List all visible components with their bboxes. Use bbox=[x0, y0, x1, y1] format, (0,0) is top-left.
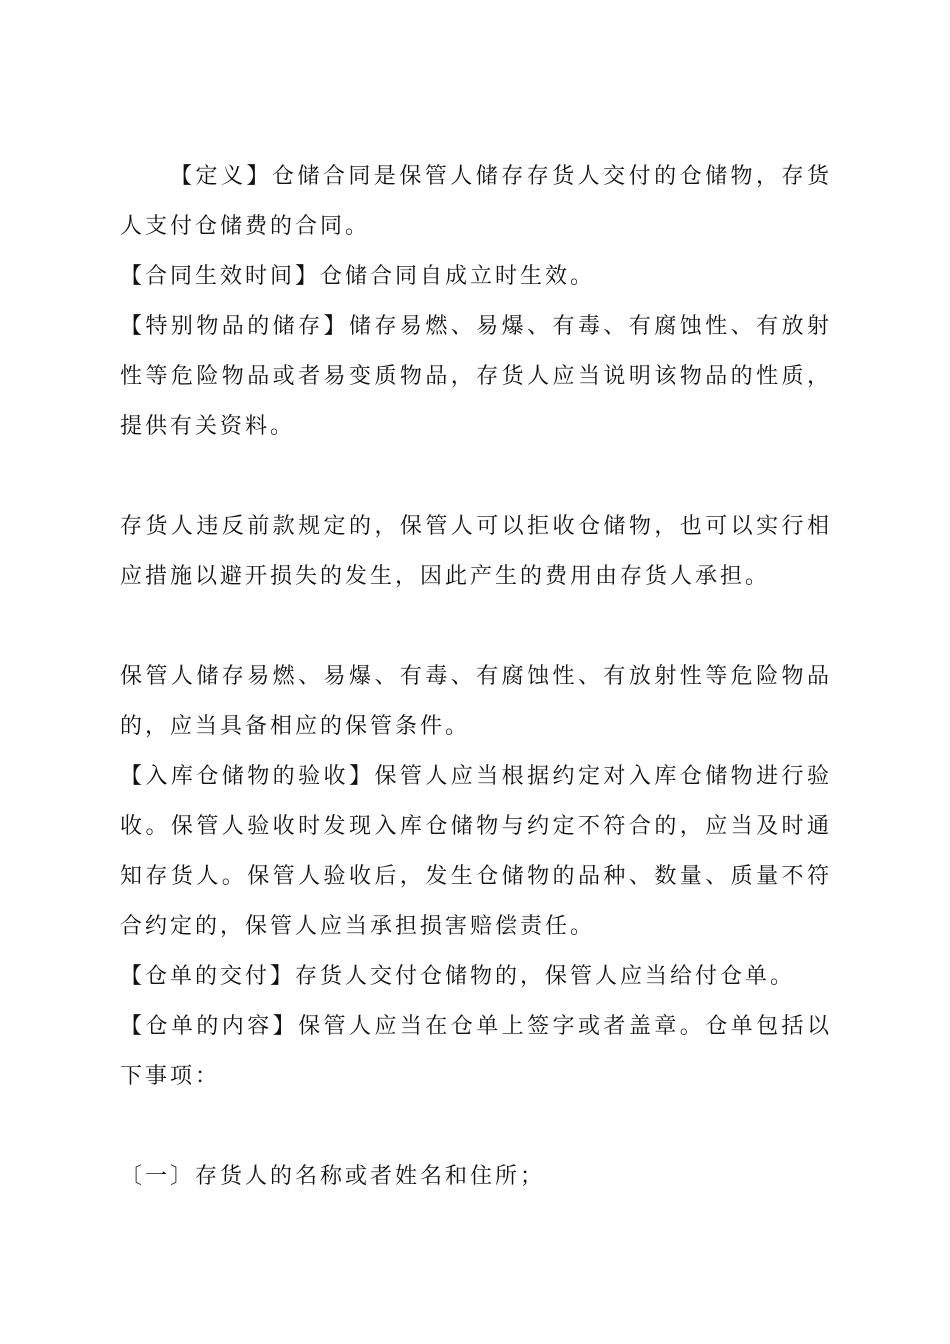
paragraph-gap bbox=[120, 602, 832, 652]
list-item-1: 〔一〕存货人的名称或者姓名和住所； bbox=[120, 1164, 546, 1189]
paragraph-violation: 存货人违反前款规定的，保管人可以拒收仓储物，也可以实行相应措施以避开损失的发生，因此产生的费用由存货人承担。 bbox=[120, 514, 832, 589]
paragraph-inspection: 【入库仓储物的验收】保管人应当根据约定对入库仓储物进行验收。保管人验收时发现入库仓储物与约定不符合的，应当及时通知存货人。保管人验收后，发生仓储物的品种、数量、质量不符合约定的，保管人应当承担损害赔偿责任。 bbox=[120, 764, 832, 939]
paragraph-special-goods: 【特别物品的储存】储存易燃、易爆、有毒、有腐蚀性、有放射性等危险物品或者易变质物品，存货人应当说明该物品的性质，提供有关资料。 bbox=[120, 314, 832, 439]
document-body bbox=[120, 152, 832, 1202]
paragraph-definition: 【定义】仓储合同是保管人储存存货人交付的仓储物，存货人支付仓储费的合同。 bbox=[120, 164, 832, 239]
paragraph-effective-time: 【合同生效时间】仓储合同自成立时生效。 bbox=[120, 264, 596, 289]
paragraph-gap bbox=[120, 1102, 832, 1152]
paragraph-receipt-delivery: 【仓单的交付】存货人交付仓储物的，保管人应当给付仓单。 bbox=[120, 964, 796, 989]
paragraph-receipt-content: 【仓单的内容】保管人应当在仓单上签字或者盖章。仓单包括以下事项： bbox=[120, 1014, 832, 1089]
paragraph-gap bbox=[120, 452, 832, 502]
paragraph-dangerous-goods: 保管人储存易燃、易爆、有毒、有腐蚀性、有放射性等危险物品的，应当具备相应的保管条件。 bbox=[120, 664, 832, 739]
